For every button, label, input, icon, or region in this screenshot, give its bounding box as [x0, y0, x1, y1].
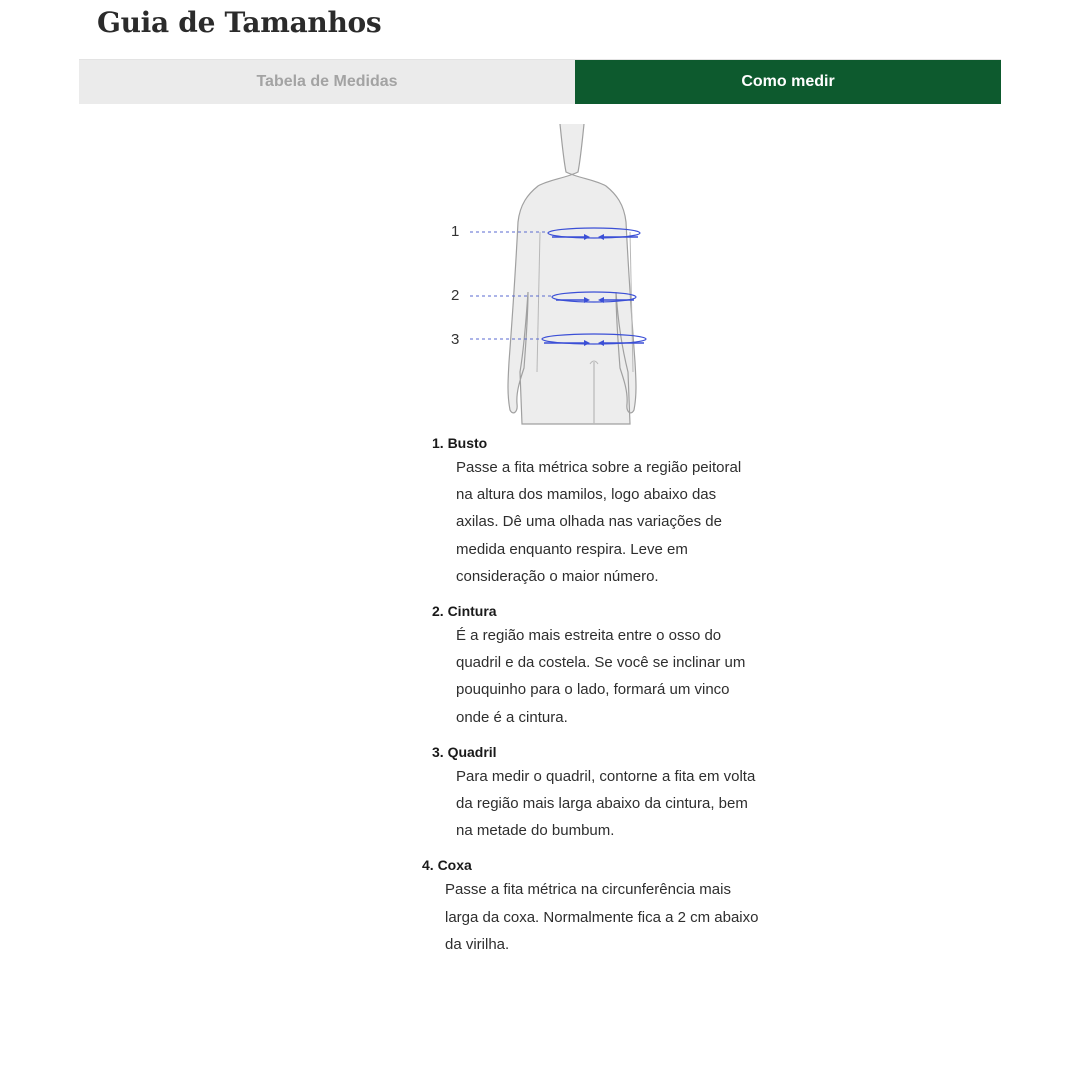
body-measurement-diagram [440, 122, 660, 426]
section-text: Para medir o quadril, contorne a fita em volta da região mais larga abaixo da cintura, bem na metade do bumbum. [456, 767, 756, 840]
section-hip [420, 741, 770, 845]
marker-3-label: 3 [451, 331, 460, 348]
page-title: Guia de Tamanhos [97, 6, 382, 39]
body-silhouette-illustration [440, 122, 660, 426]
size-guide-tabs [79, 60, 1001, 104]
section-thigh [420, 854, 770, 958]
section-bust [420, 432, 770, 590]
section-heading: 3. Quadril [432, 743, 497, 760]
body-outline [508, 124, 636, 424]
section-text: Passe a fita métrica sobre a região peitoral na altura dos mamilos, logo abaixo das axilas. Dê uma olhada nas variações de medida enquanto respira. Leve em consideração o maior número. [456, 459, 742, 585]
tab-size-table[interactable]: Tabela de Medidas [79, 60, 575, 104]
section-text: É a região mais estreita entre o osso do quadril e da costela. Se você se inclinar um pouquinho para o lado, formará um vinco onde é a cintura. [456, 627, 746, 726]
marker-1-label: 1 [451, 223, 460, 240]
marker-2-label: 2 [451, 287, 460, 304]
tab-how-to-measure[interactable]: Como medir [575, 60, 1001, 104]
section-waist [420, 600, 770, 731]
section-heading: 4. Coxa [422, 857, 472, 874]
section-text: Passe a fita métrica na circunferência mais larga da coxa. Normalmente fica a 2 cm abaixo da virilha. [445, 881, 759, 953]
measurement-instructions [420, 432, 770, 968]
section-heading: 1. Busto [432, 435, 488, 451]
section-heading: 2. Cintura [432, 603, 497, 620]
